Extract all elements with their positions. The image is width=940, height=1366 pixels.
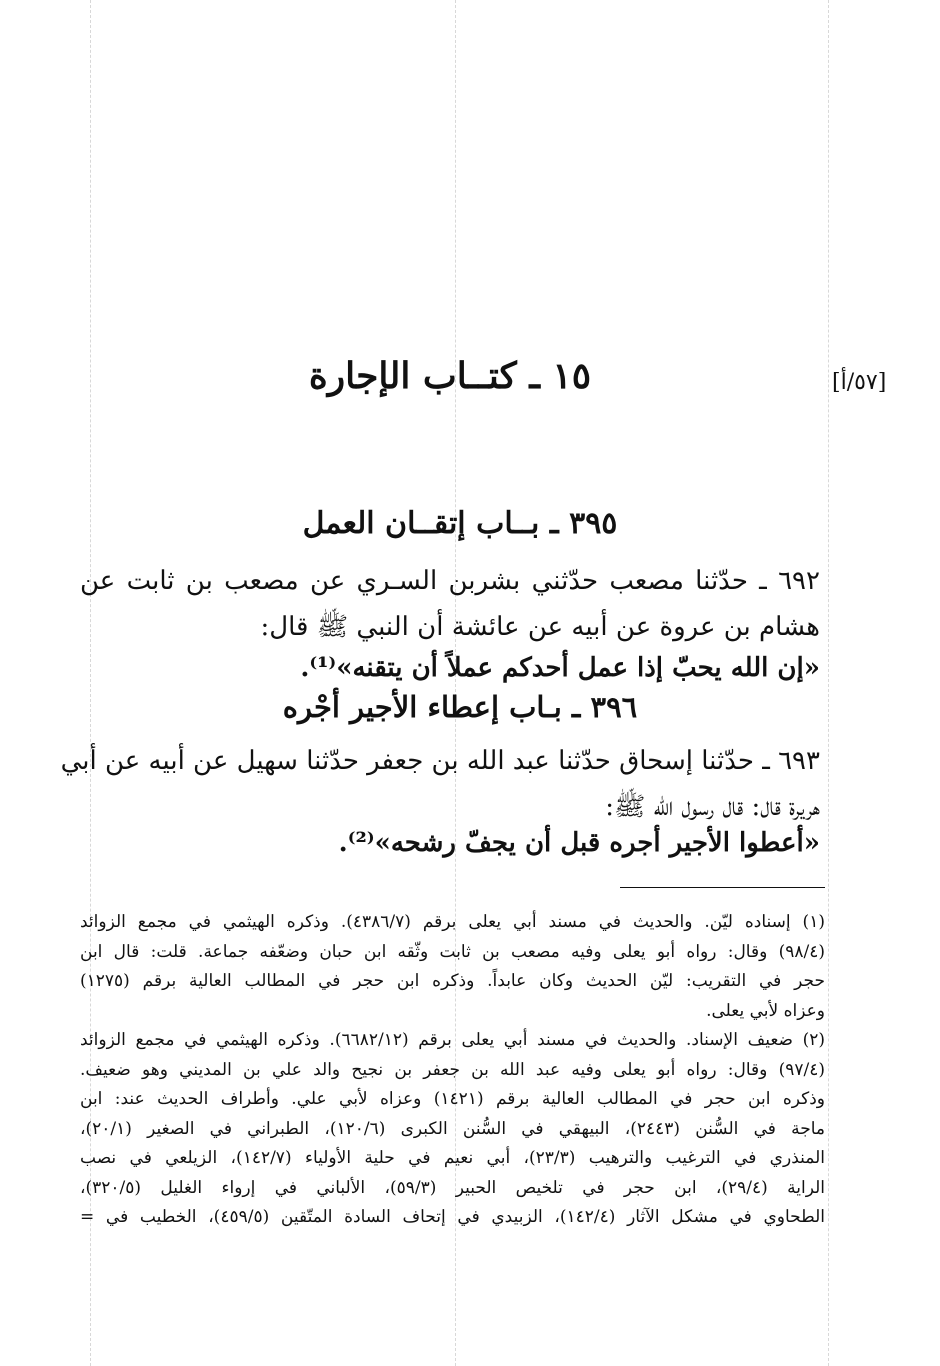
footnotes [80, 908, 825, 1233]
footnote-line: حجر في التقريب: ليّن الحديث وكان عابداً. وذكره ابن حجر في المطالب العالية برقم (١٢٧٥) [80, 971, 825, 991]
footnote-line: (٩٧/٤) وقال: رواه أبو يعلى وفيه عبد الله بن جعفر بن نجيح والد علي بن المديني وهو ضعيف. [80, 1059, 825, 1080]
footnote-line: وذكره ابن حجر في المطالب العالية برقم (١٤٢١) وعزاه لأبي علي. وأطراف الحديث عند: ابن [80, 1089, 825, 1109]
footnote-separator [620, 887, 825, 888]
page-marker: [٥٧/أ] [832, 370, 887, 395]
footnote-line: (٢) ضعيف الإسناد. والحديث في مسند أبي يعلى برقم (٦٦٨٢/١٢). وذكره الهيثمي في مجمع الزوائد [80, 1030, 825, 1050]
hadith-692 [80, 558, 820, 650]
footnote-line: (٩٨/٤) وقال: رواه أبو يعلى وفيه مصعب بن ثابت وثّقه ابن حبان وضعّفه جماعة. قلت: قال ابن [80, 941, 825, 962]
scan-guide-line [828, 0, 829, 1366]
hadith-693 [60, 738, 820, 830]
chapter-title: ١٥ ـ كتــاب الإجارة [308, 355, 592, 397]
hadith-line: ٦٩٢ ـ حدّثنا مصعب حدّثني بشربن السـري عن مصعب بن ثابت عن [80, 566, 820, 596]
footnote-line: المنذري في الترغيب والترهيب (٢٣/٣)، أبي نعيم في حلية الأولياء (١٤٢/٧)، الزيلعي في نصب [80, 1148, 825, 1168]
footnote-1 [80, 908, 825, 1026]
footnote-line: ماجة في السُّنن (٢٤٤٣)، البيهقي في السُّنن الكبرى (١٢٠/٦)، الطبراني في الصغير (٢٠/١)، [80, 1118, 825, 1139]
footnote-line: الراية (٢٩/٤)، ابن حجر في تلخيص الحبير (٥٩/٣)، الألباني في إرواء الغليل (٣٢٠/٥)، [80, 1177, 825, 1198]
hadith-line: هريرة قال: قال رسول الله ﷺ: [605, 792, 820, 822]
bab-title-395: ٣٩٥ ـ بــاب إتقــان العمل [302, 506, 618, 541]
footnote-2 [80, 1026, 825, 1233]
footnote-line: وعزاه لأبي يعلى. [706, 1000, 825, 1021]
footnote-line: (١) إسناده ليّن. والحديث في مسند أبي يعلى برقم (٤٣٨٦/٧). وذكره الهيثمي في مجمع الزوائد [80, 912, 825, 932]
hadith-quote-692: «إن الله يحبّ إذا عمل أحدكم عملاً أن يتقنه»⁽¹⁾. [300, 653, 820, 683]
hadith-line: هشام بن عروة عن أبيه عن عائشة أن النبي ﷺ قال: [260, 612, 820, 642]
bab-title-396: ٣٩٦ ـ بـاب إعطاء الأجير أجْره [282, 690, 638, 724]
hadith-quote-693: «أعطوا الأجير أجره قبل أن يجفّ رشحه»⁽²⁾. [338, 828, 820, 858]
hadith-line: ٦٩٣ ـ حدّثنا إسحاق حدّثنا عبد الله بن جعفر حدّثنا سهيل عن أبيه عن أبي [60, 746, 820, 776]
footnote-line: الطحاوي في مشكل الآثار (١٤٢/٤)، الزبيدي في إتحاف السادة المتّقين (٤٥٩/٥)، الخطيب في = [80, 1207, 825, 1227]
